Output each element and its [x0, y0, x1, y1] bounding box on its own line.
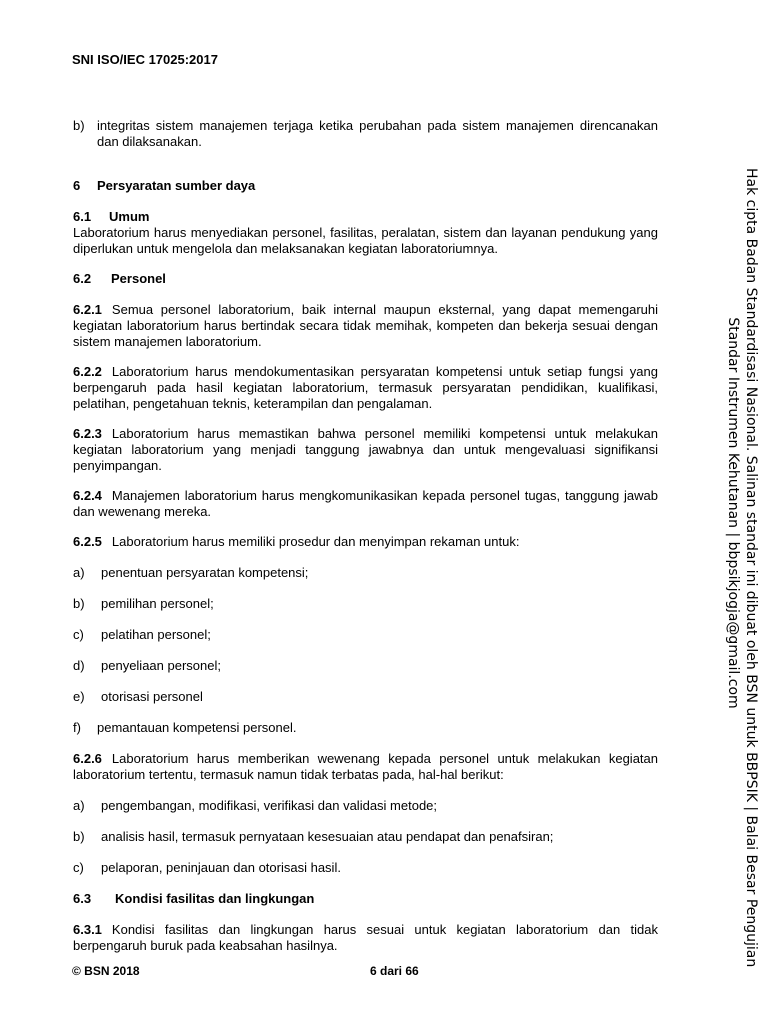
clause-6-2-6	[73, 751, 658, 783]
watermark-text	[724, 168, 760, 968]
page-body	[73, 118, 658, 954]
list-marker: f)	[73, 720, 81, 735]
section-heading-6-1	[73, 209, 658, 225]
list-text: analisis hasil, termasuk pernyataan kesesuaian atau pendapat dan penafsiran;	[101, 829, 554, 844]
list-item	[73, 860, 658, 876]
list-text: pemilihan personel;	[101, 596, 214, 611]
copyright-watermark	[700, 168, 760, 968]
page-number: 6 dari 66	[370, 964, 419, 978]
clause-text: Laboratorium harus memastikan bahwa personel memiliki kompetensi untuk melakukan kegiatan laboratorium yang menjadi tanggung jawabnya dan untuk mengevaluasi signifikansi penyimpangan.	[73, 426, 658, 473]
section-number: 6.1	[73, 209, 92, 224]
section-title: Kondisi fasilitas dan lingkungan	[115, 891, 315, 906]
section-number: 6.3	[73, 891, 92, 906]
clause-6-2-1	[73, 302, 658, 350]
list-item	[73, 720, 658, 736]
list-item	[73, 565, 658, 581]
list-text: pengembangan, modifikasi, verifikasi dan validasi metode;	[101, 798, 438, 813]
list-item	[73, 627, 658, 643]
list-text: pelatihan personel;	[101, 627, 211, 642]
list-item	[73, 829, 658, 845]
list-item	[73, 798, 658, 814]
section-heading-6-3	[73, 891, 658, 907]
list-marker: a)	[73, 565, 85, 580]
section-heading-6-2	[73, 271, 658, 287]
list-marker: b)	[73, 829, 85, 844]
clause-number: 6.2.4	[73, 488, 102, 503]
clause-6-2-3	[73, 426, 658, 474]
list-item	[73, 596, 658, 612]
clause-text: Manajemen laboratorium harus mengkomunikasikan kepada personel tugas, tanggung jawab dan wewenang mereka.	[73, 488, 658, 519]
section-title: Umum	[109, 209, 150, 224]
clause-text: Semua personel laboratorium, baik internal maupun eksternal, yang dapat memengaruhi kegiatan laboratorium harus bertindak secara tidak memihak, kompeten dan bekerja sesuai dengan sistem manajemen laboratorium.	[73, 302, 658, 349]
clause-6-2-5	[73, 534, 658, 550]
paragraph-6-1: Laboratorium harus menyediakan personel, fasilitas, peralatan, sistem dan layanan pendukung yang diperlukan untuk mengelola dan melaksanakan kegiatan laboratoriumnya.	[73, 225, 658, 256]
list-marker: d)	[73, 658, 85, 673]
clause-number: 6.2.3	[73, 426, 102, 441]
section-number: 6.2	[73, 271, 92, 286]
list-text: penentuan persyaratan kompetensi;	[101, 565, 309, 580]
intro-list-item	[73, 118, 658, 150]
clause-number: 6.2.2	[73, 364, 102, 379]
list-text: pemantauan kompetensi personel.	[97, 720, 297, 735]
list-item	[73, 658, 658, 674]
clause-text: Kondisi fasilitas dan lingkungan harus sesuai untuk kegiatan laboratorium dan tidak berpengaruh buruk pada keabsahan hasilnya.	[73, 922, 658, 953]
section-title: Persyaratan sumber daya	[97, 178, 256, 193]
list-item	[73, 689, 658, 705]
clause-text: Laboratorium harus memberikan wewenang kepada personel untuk melakukan kegiatan laboratorium tertentu, termasuk namun tidak terbatas pada, hal-hal berikut:	[73, 751, 658, 782]
list-marker: b)	[73, 118, 85, 133]
list-marker: c)	[73, 860, 84, 875]
list-text: integritas sistem manajemen terjaga ketika perubahan pada sistem manajemen direncanakan dan dilaksanakan.	[97, 118, 658, 149]
list-text: pelaporan, peninjauan dan otorisasi hasil.	[101, 860, 341, 875]
section-title: Personel	[111, 271, 166, 286]
list-marker: e)	[73, 689, 85, 704]
list-text: penyeliaan personel;	[101, 658, 221, 673]
footer-copyright: © BSN 2018	[72, 964, 140, 978]
clause-6-2-2	[73, 364, 658, 412]
clause-number: 6.2.6	[73, 751, 102, 766]
section-number: 6	[73, 178, 81, 193]
clause-6-2-4	[73, 488, 658, 520]
section-heading-6	[73, 178, 658, 194]
list-marker: c)	[73, 627, 84, 642]
watermark-line-1: Hak cipta Badan Standardisasi Nasional. Salinan standar ini dibuat oleh BSN untuk BBPSIK | Balai Besar Pengujian	[743, 168, 759, 968]
clause-number: 6.2.1	[73, 302, 102, 317]
list-marker: a)	[73, 798, 85, 813]
clause-number: 6.3.1	[73, 922, 102, 937]
list-text: otorisasi personel	[101, 689, 203, 704]
clause-text: Laboratorium harus memiliki prosedur dan menyimpan rekaman untuk:	[111, 534, 520, 549]
clause-6-3-1	[73, 922, 658, 954]
clause-text: Laboratorium harus mendokumentasikan persyaratan kompetensi untuk setiap fungsi yang berpengaruh pada hasil kegiatan laboratorium, termasuk persyaratan pendidikan, kualifikasi, pelatihan, pengetahuan teknis, keterampilan dan pengalaman.	[73, 364, 658, 411]
list-marker: b)	[73, 596, 85, 611]
clause-number: 6.2.5	[73, 534, 102, 549]
document-code: SNI ISO/IEC 17025:2017	[72, 52, 218, 67]
watermark-line-2: Standar Instrumen Kehutanan | bbpsikjogja@gmail.com	[725, 317, 741, 709]
